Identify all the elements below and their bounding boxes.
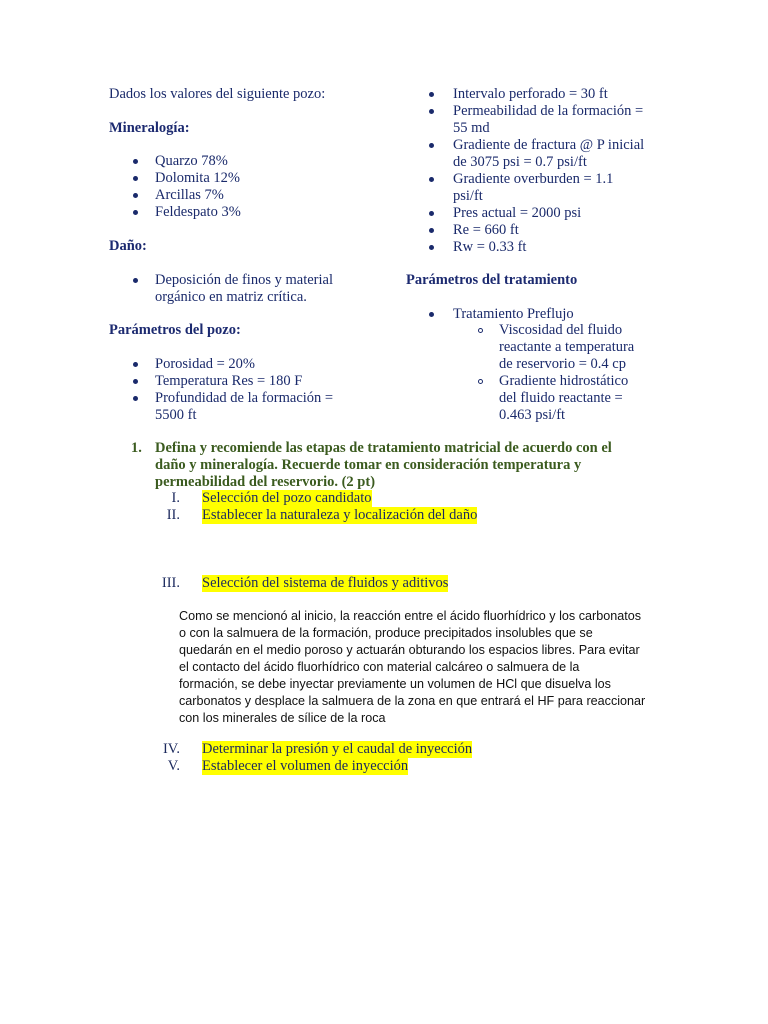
step-text: Selección del sistema de fluidos y aditivos xyxy=(202,575,449,591)
list-item: Gradiente de fractura @ P inicial xyxy=(453,137,645,153)
question-line: permeabilidad del reservorio. (2 pt) xyxy=(155,474,376,490)
bullet-icon xyxy=(429,312,434,317)
bullet-icon xyxy=(133,159,138,164)
question-number: 1. xyxy=(131,440,142,456)
sub-list-item-continuation: de reservorio = 0.4 cp xyxy=(499,356,626,372)
step-text: Determinar la presión y el caudal de inyección xyxy=(202,741,473,757)
sub-bullet-icon xyxy=(478,328,483,333)
bullet-icon xyxy=(429,177,434,182)
step-number: IV. xyxy=(162,741,180,757)
list-item: Temperatura Res = 180 F xyxy=(155,373,303,389)
list-item: Quarzo 78% xyxy=(155,153,228,169)
list-item: Deposición de finos y material xyxy=(155,272,333,288)
step-number: V. xyxy=(167,758,180,774)
list-item: Intervalo perforado = 30 ft xyxy=(453,86,608,102)
bullet-icon xyxy=(133,176,138,181)
sub-list-item-continuation: reactante a temperatura xyxy=(499,339,635,355)
list-item: Pres actual = 2000 psi xyxy=(453,205,582,221)
list-item: Dolomita 12% xyxy=(155,170,240,186)
list-item: Profundidad de la formación = xyxy=(155,390,334,406)
paragraph-line: el contacto del ácido fluorhídrico con material calcáreo o salmuera de la xyxy=(179,660,580,674)
list-item-continuation: psi/ft xyxy=(453,188,483,204)
sub-list-item-continuation: 0.463 psi/ft xyxy=(499,407,566,423)
bullet-icon xyxy=(133,278,138,283)
pozo-heading: Parámetros del pozo: xyxy=(109,322,241,338)
list-item: Feldespato 3% xyxy=(155,204,241,220)
bullet-icon xyxy=(429,228,434,233)
bullet-icon xyxy=(133,362,138,367)
paragraph-line: carbonatos y desplace la salmuera de la zona en que entrará el HF para reaccionar xyxy=(179,694,646,708)
list-item: Permeabilidad de la formación = xyxy=(453,103,644,119)
paragraph-line: Como se mencionó al inicio, la reacción entre el ácido fluorhídrico y los carbonatos xyxy=(179,609,642,623)
list-item: Rw = 0.33 ft xyxy=(453,239,527,255)
paragraph-line: quedarán en el medio poroso y actuarán obturando los espacios libres. Para evitar xyxy=(179,643,640,657)
step-text: Establecer la naturaleza y localización del daño xyxy=(202,507,478,523)
step-number: II. xyxy=(166,507,180,523)
sub-list-item: Viscosidad del fluido xyxy=(499,322,623,338)
bullet-icon xyxy=(429,143,434,148)
list-item: Re = 660 ft xyxy=(453,222,519,238)
paragraph-line: o con la salmuera de la formación, produce precipitados insolubles que se xyxy=(179,626,593,640)
mineralogia-heading: Mineralogía: xyxy=(109,120,190,136)
bullet-icon xyxy=(133,193,138,198)
question-line: daño y mineralogía. Recuerde tomar en consideración temperatura y xyxy=(155,457,582,473)
bullet-icon xyxy=(429,109,434,114)
bullet-icon xyxy=(133,379,138,384)
list-item-continuation: de 3075 psi = 0.7 psi/ft xyxy=(453,154,587,170)
step-number: III. xyxy=(161,575,180,591)
list-item: Porosidad = 20% xyxy=(155,356,256,372)
paragraph-line: con los minerales de sílice de la roca xyxy=(179,711,386,725)
bullet-icon xyxy=(429,245,434,250)
bullet-icon xyxy=(429,92,434,97)
step-text: Establecer el volumen de inyección xyxy=(202,758,409,774)
list-item: Arcillas 7% xyxy=(155,187,224,203)
dano-heading: Daño: xyxy=(109,238,147,254)
tratamiento-heading: Parámetros del tratamiento xyxy=(406,272,578,288)
bullet-icon xyxy=(133,210,138,215)
sub-bullet-icon xyxy=(478,379,483,384)
intro-text: Dados los valores del siguiente pozo: xyxy=(109,86,326,102)
sub-list-item-continuation: del fluido reactante = xyxy=(499,390,623,406)
list-item-continuation: orgánico en matriz crítica. xyxy=(155,289,307,305)
step-number: I. xyxy=(171,490,180,506)
paragraph-line: formación, se debe inyectar previamente un volumen de HCl que disuelva los xyxy=(179,677,611,691)
list-item-continuation: 55 md xyxy=(453,120,490,136)
step-text: Selección del pozo candidato xyxy=(202,490,372,506)
sub-list-item: Gradiente hidrostático xyxy=(499,373,629,389)
bullet-icon xyxy=(429,211,434,216)
list-item-continuation: 5500 ft xyxy=(155,407,197,423)
list-item: Gradiente overburden = 1.1 xyxy=(453,171,614,187)
list-item: Tratamiento Preflujo xyxy=(453,306,574,322)
question-line: Defina y recomiende las etapas de tratamiento matricial de acuerdo con el xyxy=(155,440,612,456)
bullet-icon xyxy=(133,396,138,401)
